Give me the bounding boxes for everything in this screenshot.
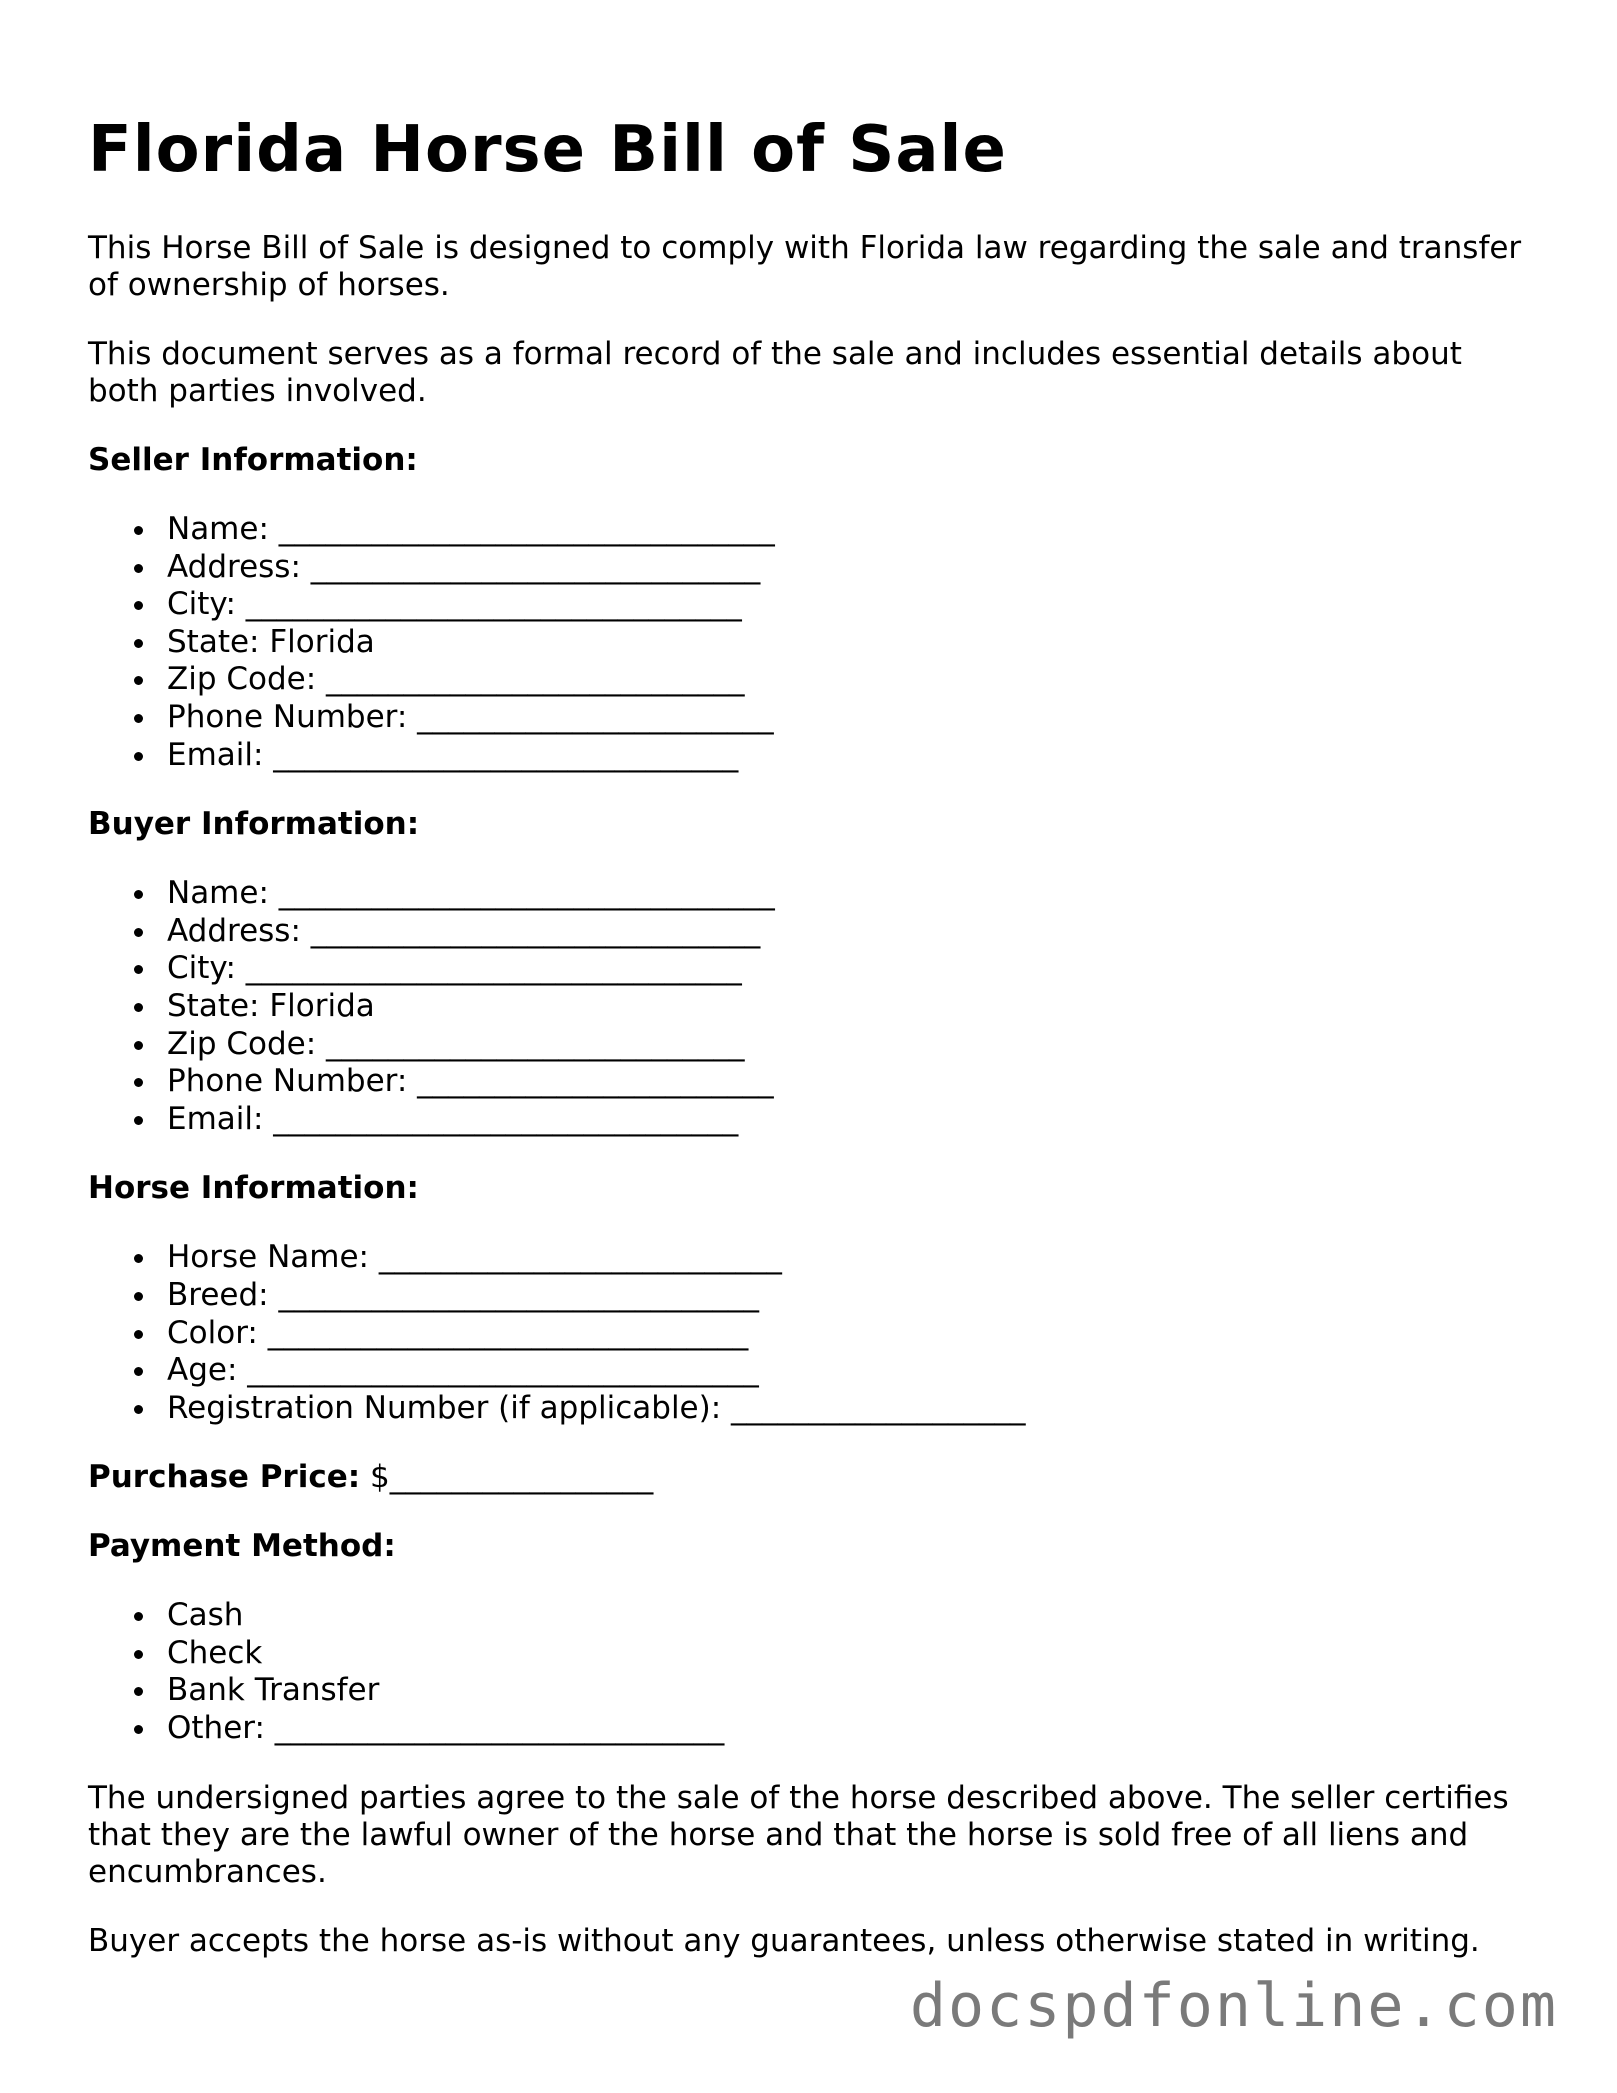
watermark: docspdfonline.com [909, 1971, 1558, 2041]
page-title: Florida Horse Bill of Sale [88, 113, 1007, 187]
agreement-paragraph: The undersigned parties agree to the sale of the horse described above. The seller certifies that they are the lawful owner of the horse and that the horse is sold free of all liens and encumbrances. [88, 1779, 1509, 1890]
buyer-email-field[interactable]: Email: ______________________________ [167, 1101, 1528, 1139]
horse-registration-field[interactable]: Registration Number (if applicable): ___________________ [167, 1390, 1528, 1428]
purchase-price-field[interactable]: $_________________ [370, 1459, 654, 1496]
buyer-phone-field[interactable]: Phone Number: _______________________ [167, 1063, 1528, 1101]
payment-option-other-field[interactable]: Other: _____________________________ [167, 1710, 1528, 1748]
payment-option-check[interactable]: Check [167, 1635, 1528, 1673]
payment-option-cash[interactable]: Cash [167, 1597, 1528, 1635]
payment-list [88, 1597, 1528, 1747]
purchase-price-line [88, 1459, 1528, 1496]
horse-name-field[interactable]: Horse Name: __________________________ [167, 1239, 1528, 1277]
seller-heading: Seller Information: [88, 442, 418, 478]
buyer-list [88, 875, 1528, 1138]
buyer-name-field[interactable]: Name: ________________________________ [167, 875, 1528, 913]
horse-heading: Horse Information: [88, 1170, 419, 1207]
horse-age-field[interactable]: Age: _________________________________ [167, 1352, 1528, 1390]
buyer-heading: Buyer Information: [88, 806, 420, 843]
document-page [88, 0, 1528, 1960]
seller-name-field[interactable]: Name: ________________________________ [167, 511, 1528, 549]
acceptance-paragraph: Buyer accepts the horse as-is without any guarantees, unless otherwise stated in writing. [88, 1922, 1480, 1959]
intro-paragraph-2: This document serves as a formal record of the sale and includes essential details about both parties involved. [88, 336, 1462, 409]
seller-email-field[interactable]: Email: ______________________________ [167, 737, 1528, 775]
horse-color-field[interactable]: Color: _______________________________ [167, 1315, 1528, 1353]
seller-list [88, 511, 1528, 774]
seller-address-field[interactable]: Address: _____________________________ [167, 549, 1528, 587]
seller-phone-field[interactable]: Phone Number: _______________________ [167, 699, 1528, 737]
intro-paragraph-1: This Horse Bill of Sale is designed to comply with Florida law regarding the sale and transfer of ownership of horses. [88, 230, 1522, 303]
payment-option-bank-transfer[interactable]: Bank Transfer [167, 1672, 1528, 1710]
horse-list [88, 1239, 1528, 1427]
buyer-zip-field[interactable]: Zip Code: ___________________________ [167, 1026, 1528, 1064]
horse-breed-field[interactable]: Breed: _______________________________ [167, 1277, 1528, 1315]
payment-heading: Payment Method: [88, 1528, 396, 1565]
buyer-state: State: Florida [167, 988, 1528, 1026]
buyer-address-field[interactable]: Address: _____________________________ [167, 913, 1528, 951]
seller-state: State: Florida [167, 624, 1528, 662]
buyer-city-field[interactable]: City: ________________________________ [167, 950, 1528, 988]
purchase-price-label: Purchase Price: [88, 1459, 361, 1496]
seller-zip-field[interactable]: Zip Code: ___________________________ [167, 661, 1528, 699]
seller-city-field[interactable]: City: ________________________________ [167, 586, 1528, 624]
